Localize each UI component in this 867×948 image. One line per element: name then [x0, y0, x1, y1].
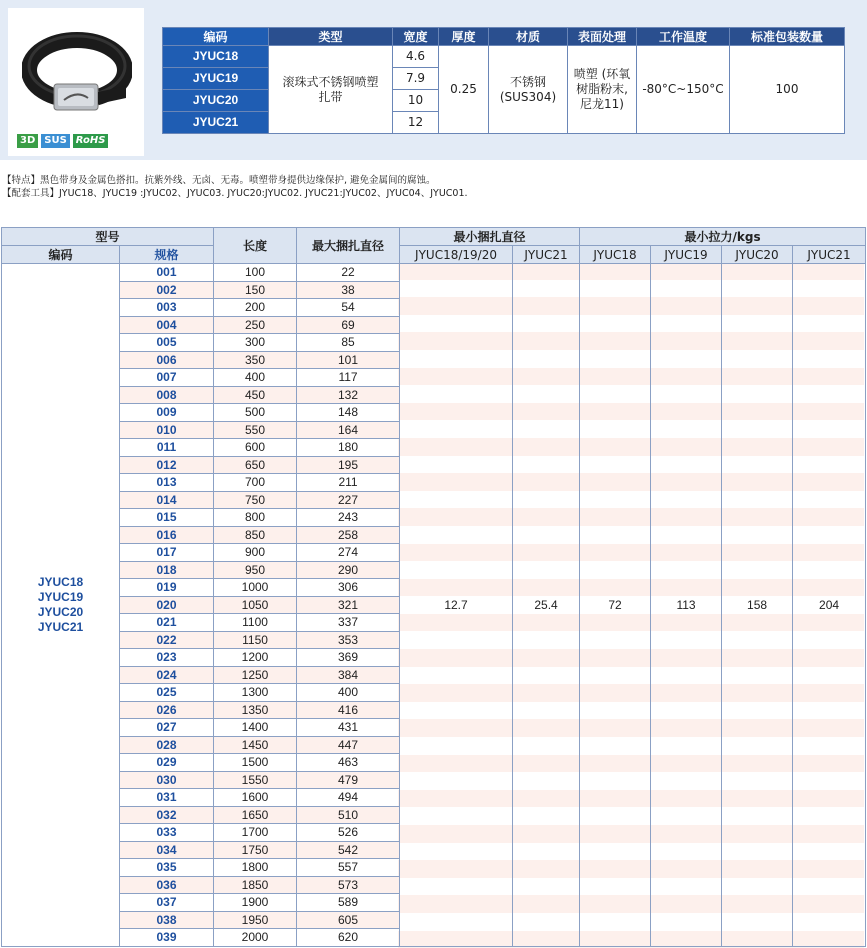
max-dia-cell: 321 [297, 596, 400, 614]
certification-badges [17, 134, 108, 148]
spec-cell[interactable]: 012 [120, 456, 214, 474]
header-force-jyuc18: JYUC18 [580, 246, 651, 264]
spec-cell[interactable]: 008 [120, 386, 214, 404]
spec-cell[interactable]: 030 [120, 771, 214, 789]
max-dia-cell: 85 [297, 334, 400, 352]
length-cell: 1050 [214, 596, 297, 614]
spec-cell[interactable]: 007 [120, 369, 214, 387]
spec-width-2: 7.9 [393, 68, 439, 90]
spec-header-type: 类型 [269, 28, 393, 46]
max-dia-cell: 605 [297, 911, 400, 929]
spec-cell[interactable]: 004 [120, 316, 214, 334]
max-dia-cell: 211 [297, 474, 400, 492]
code-line: JYUC21 [37, 619, 84, 634]
length-cell: 350 [214, 351, 297, 369]
length-cell: 1500 [214, 754, 297, 772]
length-cell: 1950 [214, 911, 297, 929]
size-table-body [2, 264, 866, 947]
spec-cell[interactable]: 023 [120, 649, 214, 667]
spec-cell[interactable]: 011 [120, 439, 214, 457]
spec-header-width: 宽度 [393, 28, 439, 46]
spec-material: 不锈钢(SUS304) [489, 46, 568, 134]
spec-code-jyuc19[interactable]: JYUC19 [163, 68, 269, 90]
length-cell: 400 [214, 369, 297, 387]
length-cell: 1000 [214, 579, 297, 597]
spec-cell[interactable]: 037 [120, 894, 214, 912]
length-cell: 1700 [214, 824, 297, 842]
max-dia-cell: 526 [297, 824, 400, 842]
max-dia-cell: 400 [297, 684, 400, 702]
max-dia-cell: 510 [297, 806, 400, 824]
spec-cell[interactable]: 019 [120, 579, 214, 597]
spec-width-3: 10 [393, 90, 439, 112]
min-dia-jyuc18-19-20-value [400, 264, 513, 947]
spec-package: 100 [730, 46, 845, 134]
spec-cell[interactable]: 018 [120, 561, 214, 579]
code-line: JYUC20 [37, 604, 84, 619]
badge-sus: SUS [41, 134, 70, 148]
max-dia-cell: 54 [297, 299, 400, 317]
max-dia-cell: 290 [297, 561, 400, 579]
length-cell: 1250 [214, 666, 297, 684]
length-cell: 300 [214, 334, 297, 352]
header-force-jyuc20: JYUC20 [722, 246, 793, 264]
min-dia-jyuc18-19-20-text: 12.7 [444, 597, 468, 612]
max-dia-cell: 164 [297, 421, 400, 439]
spec-cell[interactable]: 002 [120, 281, 214, 299]
spec-thickness: 0.25 [439, 46, 489, 134]
code-line: JYUC18 [37, 574, 84, 589]
spec-cell[interactable]: 025 [120, 684, 214, 702]
max-dia-cell: 384 [297, 666, 400, 684]
spec-cell[interactable]: 029 [120, 754, 214, 772]
length-cell: 750 [214, 491, 297, 509]
spec-code-jyuc20[interactable]: JYUC20 [163, 90, 269, 112]
spec-cell[interactable]: 003 [120, 299, 214, 317]
length-cell: 1550 [214, 771, 297, 789]
header-min-dia: 最小捆扎直径 [400, 228, 580, 246]
header-min-dia-sub-2: JYUC21 [513, 246, 580, 264]
max-dia-cell: 195 [297, 456, 400, 474]
max-dia-cell: 69 [297, 316, 400, 334]
header-model: 型号 [2, 228, 214, 246]
length-cell: 1900 [214, 894, 297, 912]
max-dia-cell: 306 [297, 579, 400, 597]
spec-surface: 喷塑 (环氧树脂粉末, 尼龙11) [568, 46, 637, 134]
spec-header-material: 材质 [489, 28, 568, 46]
max-dia-cell: 258 [297, 526, 400, 544]
length-cell: 650 [214, 456, 297, 474]
spec-cell[interactable]: 039 [120, 929, 214, 947]
max-dia-cell: 573 [297, 876, 400, 894]
max-dia-cell: 337 [297, 614, 400, 632]
length-cell: 100 [214, 264, 297, 282]
max-dia-cell: 557 [297, 859, 400, 877]
length-cell: 1800 [214, 859, 297, 877]
spec-header-thickness: 厚度 [439, 28, 489, 46]
cable-tie-product-image [22, 22, 132, 122]
product-notes [2, 174, 468, 200]
spec-cell[interactable]: 009 [120, 404, 214, 422]
force-jyuc18-value [580, 264, 651, 947]
badge-3d: 3D [17, 134, 38, 148]
spec-cell[interactable]: 032 [120, 806, 214, 824]
spec-header-code: 编码 [163, 28, 269, 46]
length-cell: 850 [214, 526, 297, 544]
max-dia-cell: 117 [297, 369, 400, 387]
force-jyuc21-value [793, 264, 866, 947]
header-min-force: 最小拉力/kgs [580, 228, 866, 246]
max-dia-cell: 479 [297, 771, 400, 789]
spec-cell[interactable]: 010 [120, 421, 214, 439]
length-cell: 1650 [214, 806, 297, 824]
spec-cell[interactable]: 036 [120, 876, 214, 894]
force-jyuc20-value [722, 264, 793, 947]
spec-cell[interactable]: 015 [120, 509, 214, 527]
merged-code-cell [2, 264, 120, 947]
length-cell: 1850 [214, 876, 297, 894]
max-dia-cell: 416 [297, 701, 400, 719]
length-cell: 2000 [214, 929, 297, 947]
max-dia-cell: 463 [297, 754, 400, 772]
spec-cell[interactable]: 017 [120, 544, 214, 562]
spec-header-surface: 表面处理 [568, 28, 637, 46]
spec-cell[interactable]: 027 [120, 719, 214, 737]
badge-rohs: RoHS [73, 134, 109, 148]
spec-width-4: 12 [393, 112, 439, 134]
max-dia-cell: 22 [297, 264, 400, 282]
spec-type: 滚珠式不锈钢喷塑扎带 [269, 46, 393, 134]
spec-cell[interactable]: 016 [120, 526, 214, 544]
force-jyuc20-text: 158 [747, 597, 768, 612]
length-cell: 700 [214, 474, 297, 492]
max-dia-cell: 148 [297, 404, 400, 422]
max-dia-cell: 227 [297, 491, 400, 509]
spec-cell[interactable]: 038 [120, 911, 214, 929]
max-dia-cell: 101 [297, 351, 400, 369]
max-dia-cell: 353 [297, 631, 400, 649]
spec-cell[interactable]: 033 [120, 824, 214, 842]
max-dia-cell: 542 [297, 841, 400, 859]
length-cell: 500 [214, 404, 297, 422]
max-dia-cell: 38 [297, 281, 400, 299]
header-spec: 规格 [120, 246, 214, 264]
length-cell: 200 [214, 299, 297, 317]
size-table [1, 227, 866, 947]
notes-tools: 【配套工具】JYUC18、JYUC19 :JYUC02、JYUC03. JYUC20:JYUC02. JYUC21:JYUC02、JYUC04、JYUC01. [2, 188, 468, 199]
spec-header-temperature: 工作温度 [637, 28, 730, 46]
length-cell: 1300 [214, 684, 297, 702]
spec-cell[interactable]: 020 [120, 596, 214, 614]
length-cell: 250 [214, 316, 297, 334]
max-dia-cell: 369 [297, 649, 400, 667]
code-line: JYUC19 [37, 589, 84, 604]
spec-code-jyuc21[interactable]: JYUC21 [163, 112, 269, 134]
spec-cell[interactable]: 035 [120, 859, 214, 877]
spec-cell[interactable]: 021 [120, 614, 214, 632]
spec-cell[interactable]: 026 [120, 701, 214, 719]
spec-cell[interactable]: 028 [120, 736, 214, 754]
length-cell: 600 [214, 439, 297, 457]
max-dia-cell: 274 [297, 544, 400, 562]
force-jyuc19-text: 113 [676, 597, 696, 612]
length-cell: 550 [214, 421, 297, 439]
length-cell: 1400 [214, 719, 297, 737]
max-dia-cell: 494 [297, 789, 400, 807]
spec-cell[interactable]: 014 [120, 491, 214, 509]
force-jyuc18-text: 72 [608, 597, 622, 612]
spec-cell[interactable]: 024 [120, 666, 214, 684]
max-dia-cell: 431 [297, 719, 400, 737]
header-max-dia: 最大捆扎直径 [297, 228, 400, 264]
max-dia-cell: 620 [297, 929, 400, 947]
spec-cell[interactable]: 031 [120, 789, 214, 807]
length-cell: 1200 [214, 649, 297, 667]
length-cell: 150 [214, 281, 297, 299]
max-dia-cell: 243 [297, 509, 400, 527]
spec-header-package: 标准包装数量 [730, 28, 845, 46]
length-cell: 1150 [214, 631, 297, 649]
length-cell: 800 [214, 509, 297, 527]
spec-width-1: 4.6 [393, 46, 439, 68]
min-dia-jyuc21-value [513, 264, 580, 947]
header-length: 长度 [214, 228, 297, 264]
length-cell: 1600 [214, 789, 297, 807]
table-row [2, 264, 866, 282]
product-header-panel [0, 0, 867, 160]
spec-temperature: -80°C~150°C [637, 46, 730, 134]
spec-cell[interactable]: 013 [120, 474, 214, 492]
length-cell: 1750 [214, 841, 297, 859]
length-cell: 900 [214, 544, 297, 562]
header-min-dia-sub-1: JYUC18/19/20 [400, 246, 513, 264]
spec-code-jyuc18[interactable]: JYUC18 [163, 46, 269, 68]
max-dia-cell: 447 [297, 736, 400, 754]
max-dia-cell: 180 [297, 439, 400, 457]
spec-cell[interactable]: 006 [120, 351, 214, 369]
spec-cell[interactable]: 001 [120, 264, 214, 282]
header-force-jyuc21: JYUC21 [793, 246, 866, 264]
length-cell: 450 [214, 386, 297, 404]
header-code: 编码 [2, 246, 120, 264]
length-cell: 1450 [214, 736, 297, 754]
force-jyuc19-value [651, 264, 722, 947]
min-dia-jyuc21-text: 25.4 [534, 597, 558, 612]
spec-cell[interactable]: 022 [120, 631, 214, 649]
product-image-box [8, 8, 144, 156]
max-dia-cell: 132 [297, 386, 400, 404]
spec-cell[interactable]: 034 [120, 841, 214, 859]
spec-table [162, 27, 845, 134]
max-dia-cell: 589 [297, 894, 400, 912]
length-cell: 1350 [214, 701, 297, 719]
spec-cell[interactable]: 005 [120, 334, 214, 352]
header-force-jyuc19: JYUC19 [651, 246, 722, 264]
force-jyuc21-text: 204 [819, 597, 840, 612]
notes-features: 【特点】黑色带身及金属色搭扣。抗紫外线、无卤、无毒。喷塑带身提供边缘保护, 避免金属间的腐蚀。 [2, 175, 436, 186]
length-cell: 1100 [214, 614, 297, 632]
length-cell: 950 [214, 561, 297, 579]
